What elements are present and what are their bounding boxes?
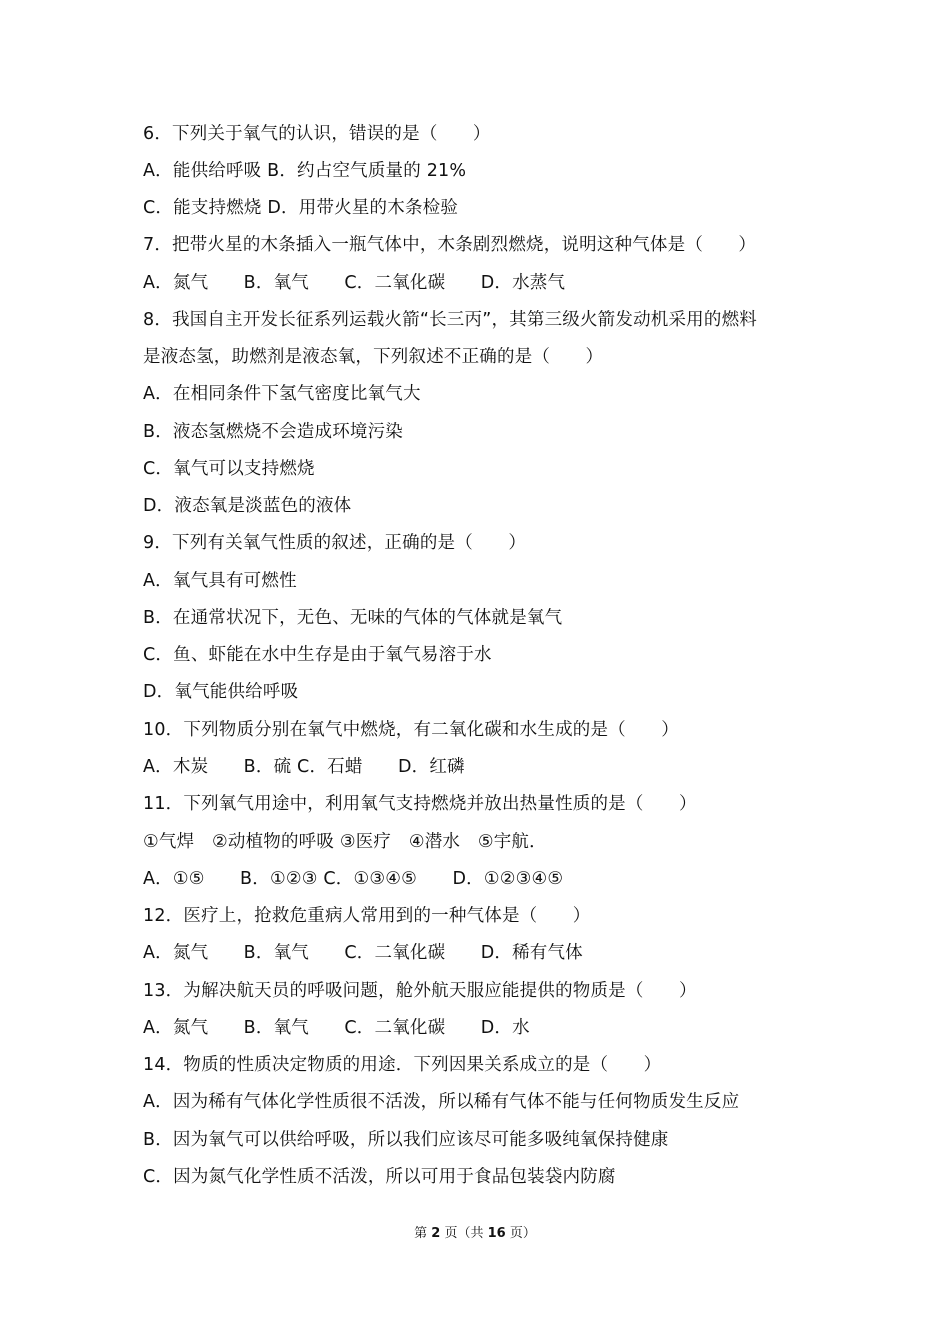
footer-total-pages: 16 [487,1226,506,1241]
footer-middle: 页（共 [440,1226,488,1241]
question-8-option-d: D．液态氧是淡蓝色的液体 [143,496,352,516]
question-14-option-c: C．因为氮气化学性质不活泼，所以可用于食品包装袋内防腐 [143,1167,616,1187]
question-14: 14．物质的性质决定物质的用途．下列因果关系成立的是（ ） [143,1055,662,1075]
question-10-options: A．木炭 B．硫 C．石蜡 D．红磷 [143,757,465,777]
question-8-line-1: 8．我国自主开发长征系列运载火箭“长三丙”，其第三级火箭发动机采用的燃料 [143,310,757,330]
question-8-option-b: B．液态氢燃烧不会造成环境污染 [143,422,404,442]
question-8-option-a: A．在相同条件下氢气密度比氧气大 [143,384,421,404]
question-10: 10．下列物质分别在氧气中燃烧，有二氧化碳和水生成的是（ ） [143,720,679,740]
question-12-options: A．氮气 B．氧气 C．二氧化碳 D．稀有气体 [143,943,583,963]
question-9-option-b: B．在通常状况下，无色、无味的气体的气体就是氧气 [143,608,563,628]
page-footer [0,1225,950,1243]
question-7-options: A．氮气 B．氧气 C．二氧化碳 D．水蒸气 [143,273,566,293]
question-14-option-a: A．因为稀有气体化学性质很不活泼，所以稀有气体不能与任何物质发生反应 [143,1092,740,1112]
question-8-option-c: C．氧气可以支持燃烧 [143,459,315,479]
question-8-line-2: 是液态氢，助燃剂是液态氧，下列叙述不正确的是（ ） [143,347,604,367]
question-14-option-b: B．因为氧气可以供给呼吸，所以我们应该尽可能多吸纯氧保持健康 [143,1130,669,1150]
question-13-options: A．氮气 B．氧气 C．二氧化碳 D．水 [143,1018,530,1038]
question-11: 11．下列氧气用途中，利用氧气支持燃烧并放出热量性质的是（ ） [143,794,697,814]
footer-suffix: 页） [505,1226,536,1241]
question-9: 9．下列有关氧气性质的叙述，正确的是（ ） [143,533,527,553]
question-13: 13．为解决航天员的呼吸问题，舱外航天服应能提供的物质是（ ） [143,981,697,1001]
question-9-option-d: D．氧气能供给呼吸 [143,682,299,702]
question-7: 7．把带火星的木条插入一瓶气体中，木条剧烈燃烧，说明这种气体是（ ） [143,235,757,255]
question-12: 12．医疗上，抢救危重病人常用到的一种气体是（ ） [143,906,591,926]
question-11-items: ①气焊 ②动植物的呼吸 ③医疗 ④潜水 ⑤宇航． [143,832,547,852]
footer-page-number: 2 [431,1226,441,1241]
footer-prefix: 第 [414,1226,432,1241]
question-6: 6．下列关于氧气的认识，错误的是（ ） [143,124,491,144]
question-11-options: A．①⑤ B．①②③ C．①③④⑤ D．①②③④⑤ [143,869,564,889]
question-9-option-c: C．鱼、虾能在水中生存是由于氧气易溶于水 [143,645,492,665]
question-6-options-cd: C．能支持燃烧 D．用带火星的木条检验 [143,198,459,218]
question-6-options-ab: A．能供给呼吸 B．约占空气质量的 21% [143,161,467,181]
question-9-option-a: A．氧气具有可燃性 [143,571,297,591]
